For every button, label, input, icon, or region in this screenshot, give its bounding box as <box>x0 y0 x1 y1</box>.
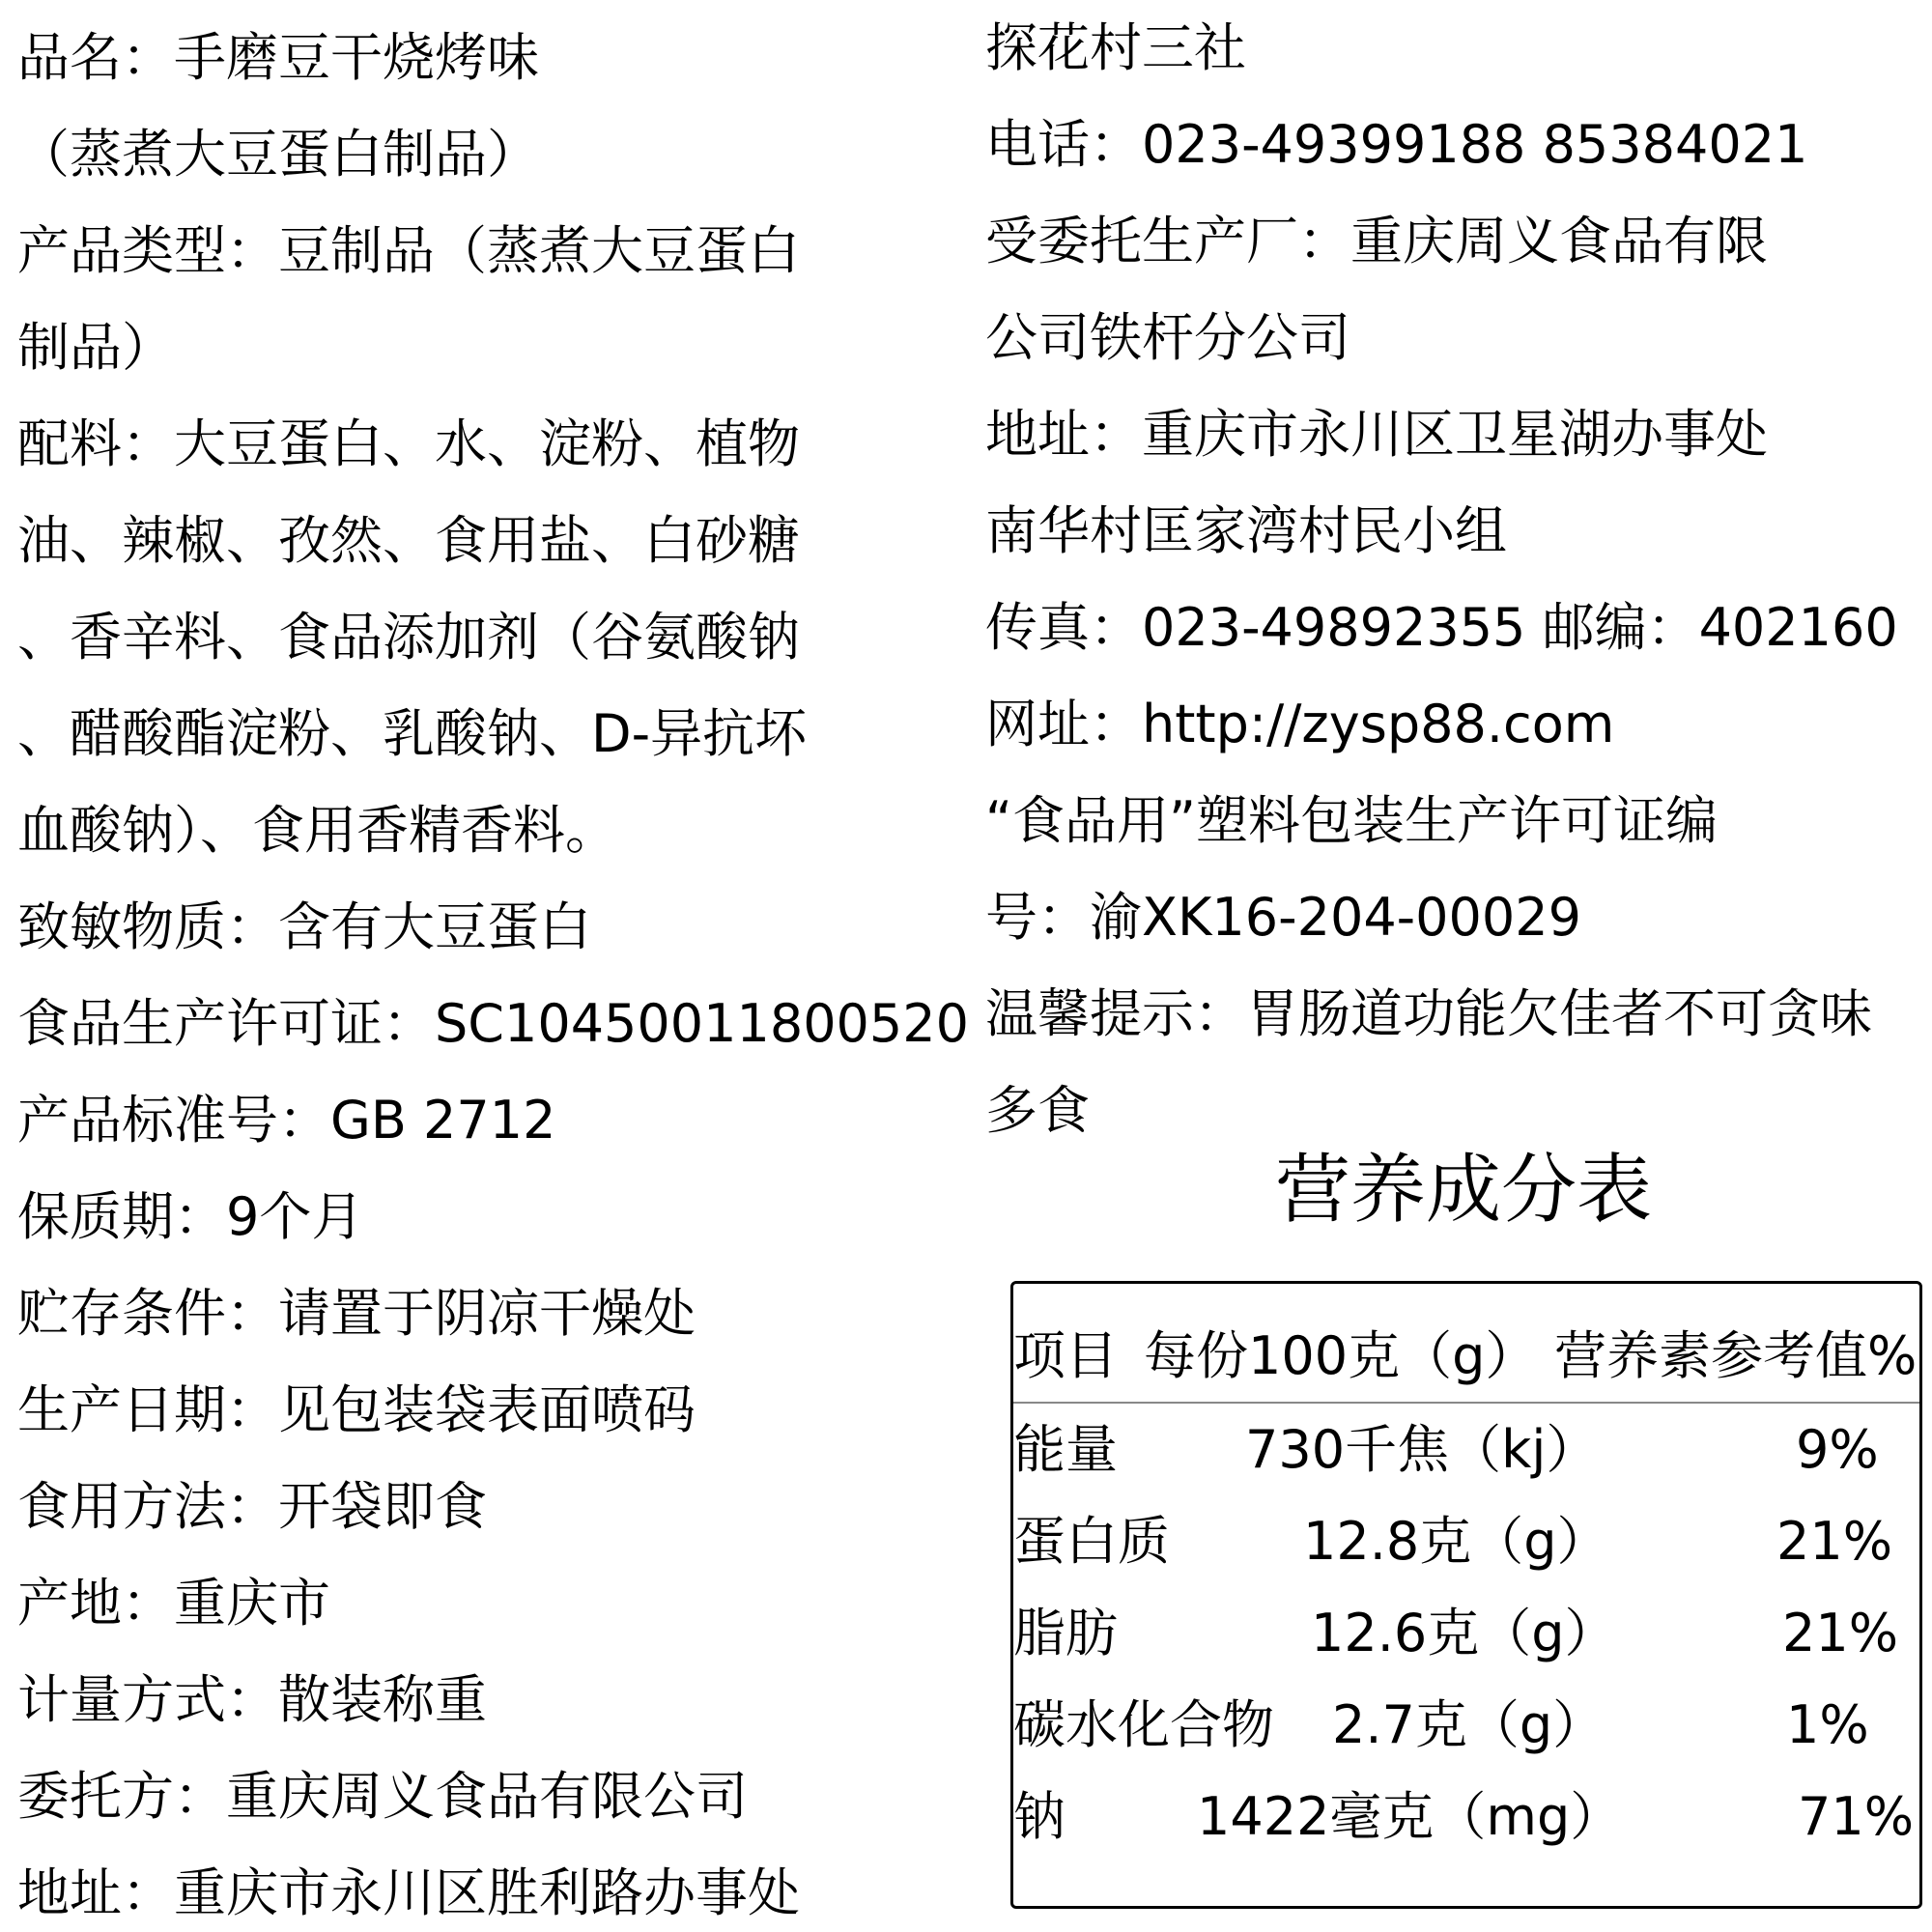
usage-line: 食用方法：开袋即食 <box>17 1476 487 1537</box>
table-row <box>1013 1783 1919 1851</box>
nutrient-amount: 12.6克（g） <box>1311 1603 1617 1663</box>
nutrient-name: 钠 <box>1013 1786 1065 1847</box>
product-category-note-line: （蒸煮大豆蛋白制品） <box>17 124 539 185</box>
client-address-line-cont: 探花村三社 <box>985 17 1246 78</box>
origin-line: 产地：重庆市 <box>17 1573 330 1634</box>
manufacturer-address-line: 地址：重庆市永川区卫星湖办事处 <box>985 404 1768 465</box>
allergen-line: 致敏物质：含有大豆蛋白 <box>17 896 591 957</box>
reminder-line: 温馨提示：胃肠道功能欠佳者不可贪味 <box>985 983 1872 1044</box>
product-type-line-cont: 制品） <box>17 317 174 378</box>
production-date-line: 生产日期：见包装袋表面喷码 <box>17 1379 696 1440</box>
ingredients-line: 血酸钠）、食用香精香料。 <box>17 800 617 861</box>
nutrient-amount: 2.7克（g） <box>1332 1694 1605 1755</box>
nutrition-table-header <box>1013 1322 1919 1390</box>
packaging-license-line-cont: 号：渝XK16-204-00029 <box>985 887 1581 948</box>
table-row <box>1013 1691 1919 1759</box>
phone-line: 电话：023-49399188 85384021 <box>985 114 1808 175</box>
nutrition-table <box>1010 1281 1922 1909</box>
client-address-line: 地址：重庆市永川区胜利路办事处 <box>17 1862 800 1923</box>
ingredients-line: 、香辛料、食品添加剂（谷氨酸钠 <box>17 607 800 668</box>
nutrient-name: 能量 <box>1013 1419 1118 1480</box>
header-divider <box>1013 1402 1919 1404</box>
header-per-100g: 每份100克（g） <box>1144 1325 1538 1386</box>
ingredients-line: 配料：大豆蛋白、水、淀粉、植物 <box>17 413 800 474</box>
ingredients-line: 油、辣椒、孜然、食用盐、白砂糖 <box>17 510 800 571</box>
standard-number-line: 产品标准号：GB 2712 <box>17 1090 556 1151</box>
table-row <box>1013 1508 1919 1576</box>
table-row <box>1013 1600 1919 1667</box>
nutrient-nrv: 9% <box>1796 1419 1879 1480</box>
product-name-line: 品名：手磨豆干烧烤味 <box>17 27 539 88</box>
nutrient-amount: 12.8克（g） <box>1303 1511 1609 1572</box>
nutrition-table-title: 营养成分表 <box>1275 1147 1653 1234</box>
storage-line: 贮存条件：请置于阴凉干燥处 <box>17 1283 696 1344</box>
nutrient-amount: 1422毫克（mg） <box>1197 1786 1623 1847</box>
nutrient-name: 碳水化合物 <box>1013 1694 1274 1755</box>
fax-postcode-line: 传真：023-49892355 邮编：402160 <box>985 597 1898 658</box>
packaging-license-line: “食品用”塑料包装生产许可证编 <box>985 790 1718 851</box>
nutrient-nrv: 71% <box>1798 1786 1915 1847</box>
manufacturer-address-line-cont: 南华村匡家湾村民小组 <box>985 500 1507 561</box>
header-nrv: 营养素参考值% <box>1554 1325 1918 1386</box>
nutrient-nrv: 21% <box>1782 1603 1899 1663</box>
nutrient-name: 蛋白质 <box>1013 1511 1170 1572</box>
nutrient-amount: 730千焦（kj） <box>1245 1419 1599 1480</box>
reminder-line-cont: 多食 <box>985 1080 1090 1141</box>
product-type-line: 产品类型：豆制品（蒸煮大豆蛋白 <box>17 220 800 281</box>
table-row <box>1013 1416 1919 1484</box>
website-line: 网址：http://zysp88.com <box>985 694 1615 754</box>
production-license-line: 食品生产许可证：SC10450011800520 <box>17 993 969 1054</box>
ingredients-line: 、醋酸酯淀粉、乳酸钠、D-异抗坏 <box>17 703 808 764</box>
nutrient-name: 脂肪 <box>1013 1603 1118 1663</box>
measurement-line: 计量方式：散装称重 <box>17 1669 487 1730</box>
header-item: 项目 <box>1013 1325 1118 1386</box>
nutrient-nrv: 21% <box>1776 1511 1893 1572</box>
client-line: 委托方：重庆周义食品有限公司 <box>17 1766 748 1827</box>
manufacturer-line: 受委托生产厂：重庆周义食品有限 <box>985 211 1768 271</box>
manufacturer-line-cont: 公司铁杆分公司 <box>985 307 1350 368</box>
nutrient-nrv: 1% <box>1786 1694 1869 1755</box>
shelf-life-line: 保质期：9个月 <box>17 1186 364 1247</box>
